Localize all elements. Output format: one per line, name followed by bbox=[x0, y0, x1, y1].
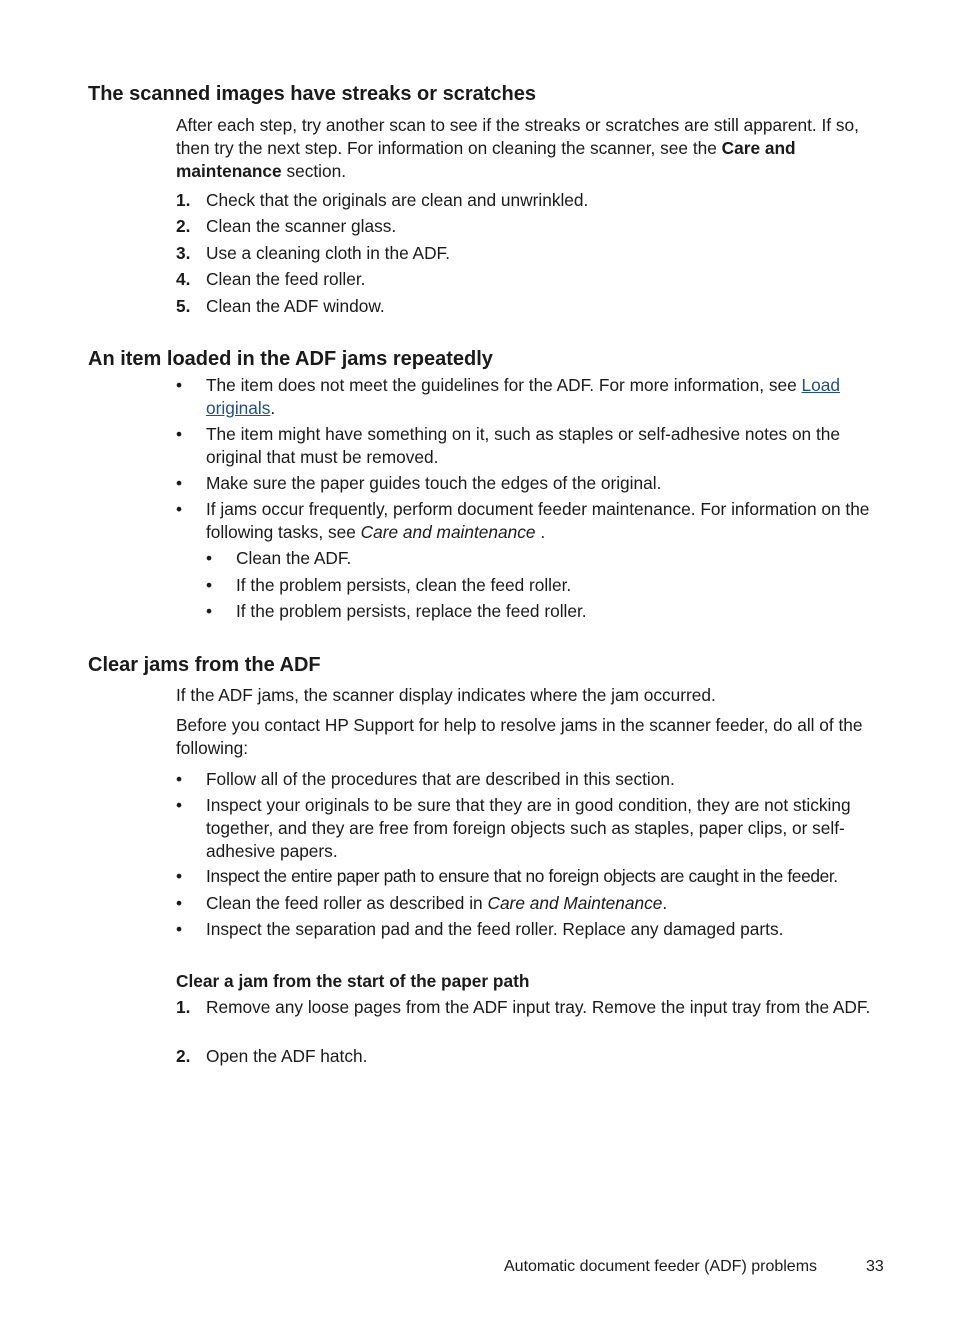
step-item: 4. Clean the feed roller. bbox=[176, 269, 366, 289]
sub-bullet-item: • If the problem persists, replace the feed roller. bbox=[206, 601, 587, 621]
paragraph-display-indicates: If the ADF jams, the scanner display indicates where the jam occurred. bbox=[176, 685, 716, 705]
care-maintenance-ref: Care and maintenance bbox=[176, 138, 796, 181]
step-item: 2. Clean the scanner glass. bbox=[176, 216, 397, 236]
step-item: 1. Check that the originals are clean and unwrinkled. bbox=[176, 190, 589, 210]
bullet-icon: • bbox=[206, 601, 213, 621]
bullet-icon: • bbox=[176, 375, 183, 395]
heading-clear-jams: Clear jams from the ADF bbox=[88, 654, 321, 676]
care-maintenance-ref: Care and Maintenance bbox=[487, 893, 663, 913]
sub-bullet-item: • Clean the ADF. bbox=[206, 548, 352, 568]
step-item: 2. Open the ADF hatch. bbox=[176, 1046, 368, 1066]
bullet-item: • The item might have something on it, such as staples or self-adhesive notes on the original that must be removed. bbox=[176, 424, 840, 467]
bullet-item: • Inspect the entire paper path to ensure that no foreign objects are caught in the feeder. bbox=[176, 866, 838, 886]
paragraph-before-contact: Before you contact HP Support for help to resolve jams in the scanner feeder, do all of the following: bbox=[176, 715, 863, 758]
load-originals-link[interactable]: Load originals bbox=[206, 375, 840, 418]
intro-paragraph: After each step, try another scan to see if the streaks or scratches are still apparent. If so, then try the next step. For information on cleaning the scanner, see the Care and maintenance section. bbox=[176, 115, 859, 181]
footer-title: Automatic document feeder (ADF) problems bbox=[504, 1258, 818, 1275]
subheading-clear-jam-start: Clear a jam from the start of the paper path bbox=[176, 971, 530, 991]
bullet-icon: • bbox=[176, 499, 183, 519]
page-number: 33 bbox=[866, 1258, 884, 1275]
bullet-icon: • bbox=[176, 893, 183, 913]
bullet-item: • If jams occur frequently, perform document feeder maintenance. For information on the following tasks, see Care and maintenance . bbox=[176, 499, 870, 542]
step-item: 5. Clean the ADF window. bbox=[176, 296, 385, 316]
step-item: 1. Remove any loose pages from the ADF input tray. Remove the input tray from the ADF. bbox=[176, 997, 871, 1017]
step-item: 3. Use a cleaning cloth in the ADF. bbox=[176, 243, 450, 263]
bullet-icon: • bbox=[176, 473, 183, 493]
bullet-item: • Follow all of the procedures that are described in this section. bbox=[176, 769, 675, 789]
bullet-item: • Inspect the separation pad and the feed roller. Replace any damaged parts. bbox=[176, 919, 784, 939]
bullet-icon: • bbox=[176, 795, 183, 815]
care-maintenance-ref: Care and maintenance bbox=[360, 522, 536, 542]
bullet-icon: • bbox=[176, 424, 183, 444]
heading-streaks-scratches: The scanned images have streaks or scratches bbox=[88, 83, 537, 105]
bullet-icon: • bbox=[176, 919, 183, 939]
bullet-item: • Inspect your originals to be sure that they are in good condition, they are not sticking together, and they are free from foreign objects such as staples, paper clips, or self-adhesive papers. bbox=[176, 795, 851, 861]
bullet-item: • Clean the feed roller as described in Care and Maintenance. bbox=[176, 893, 668, 913]
bullet-icon: • bbox=[176, 866, 183, 886]
heading-adf-jams-repeatedly: An item loaded in the ADF jams repeatedly bbox=[88, 348, 493, 370]
bullet-item: • Make sure the paper guides touch the edges of the original. bbox=[176, 473, 662, 493]
bullet-icon: • bbox=[206, 575, 213, 595]
bullet-icon: • bbox=[206, 548, 213, 568]
bullet-icon: • bbox=[176, 769, 183, 789]
bullet-item: • The item does not meet the guidelines for the ADF. For more information, see Load originals. bbox=[176, 375, 840, 418]
sub-bullet-item: • If the problem persists, clean the feed roller. bbox=[206, 575, 572, 595]
